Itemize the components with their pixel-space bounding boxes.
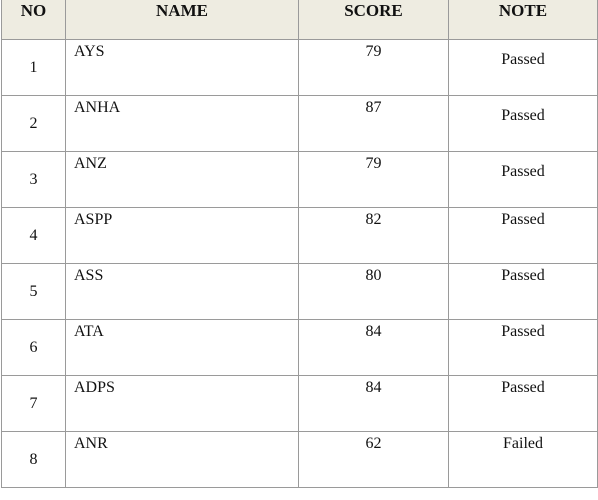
table-row bbox=[2, 320, 598, 376]
table-row bbox=[2, 208, 598, 264]
cell-no: 5 bbox=[2, 264, 66, 320]
cell-no: 3 bbox=[2, 152, 66, 208]
cell-score: 79 bbox=[299, 152, 449, 208]
table-row bbox=[2, 152, 598, 208]
cell-score: 62 bbox=[299, 432, 449, 488]
cell-score: 84 bbox=[299, 376, 449, 432]
cell-name: ASPP bbox=[66, 208, 299, 264]
cell-no: 8 bbox=[2, 432, 66, 488]
cell-name: ANZ bbox=[66, 152, 299, 208]
cell-name: ATA bbox=[66, 320, 299, 376]
cell-no: 4 bbox=[2, 208, 66, 264]
cell-name: ANR bbox=[66, 432, 299, 488]
table-body bbox=[2, 40, 598, 488]
cell-score: 80 bbox=[299, 264, 449, 320]
cell-score: 82 bbox=[299, 208, 449, 264]
cell-note: Passed bbox=[449, 376, 598, 432]
cell-note: Passed bbox=[449, 96, 598, 152]
cell-score: 87 bbox=[299, 96, 449, 152]
cell-no: 7 bbox=[2, 376, 66, 432]
score-table bbox=[1, 0, 598, 488]
header-score: SCORE bbox=[299, 0, 449, 40]
cell-no: 2 bbox=[2, 96, 66, 152]
cell-score: 79 bbox=[299, 40, 449, 96]
header-row bbox=[2, 0, 598, 40]
cell-no: 6 bbox=[2, 320, 66, 376]
table-header bbox=[2, 0, 598, 40]
header-note: NOTE bbox=[449, 0, 598, 40]
cell-score: 84 bbox=[299, 320, 449, 376]
cell-note: Passed bbox=[449, 40, 598, 96]
table-row bbox=[2, 96, 598, 152]
cell-note: Passed bbox=[449, 264, 598, 320]
cell-name: AYS bbox=[66, 40, 299, 96]
cell-name: ADPS bbox=[66, 376, 299, 432]
cell-no: 1 bbox=[2, 40, 66, 96]
cell-note: Passed bbox=[449, 152, 598, 208]
table-row bbox=[2, 40, 598, 96]
cell-note: Passed bbox=[449, 320, 598, 376]
header-name: NAME bbox=[66, 0, 299, 40]
table-row bbox=[2, 432, 598, 488]
table-row bbox=[2, 376, 598, 432]
cell-note: Failed bbox=[449, 432, 598, 488]
cell-name: ASS bbox=[66, 264, 299, 320]
cell-name: ANHA bbox=[66, 96, 299, 152]
table-row bbox=[2, 264, 598, 320]
header-no: NO bbox=[2, 0, 66, 40]
cell-note: Passed bbox=[449, 208, 598, 264]
